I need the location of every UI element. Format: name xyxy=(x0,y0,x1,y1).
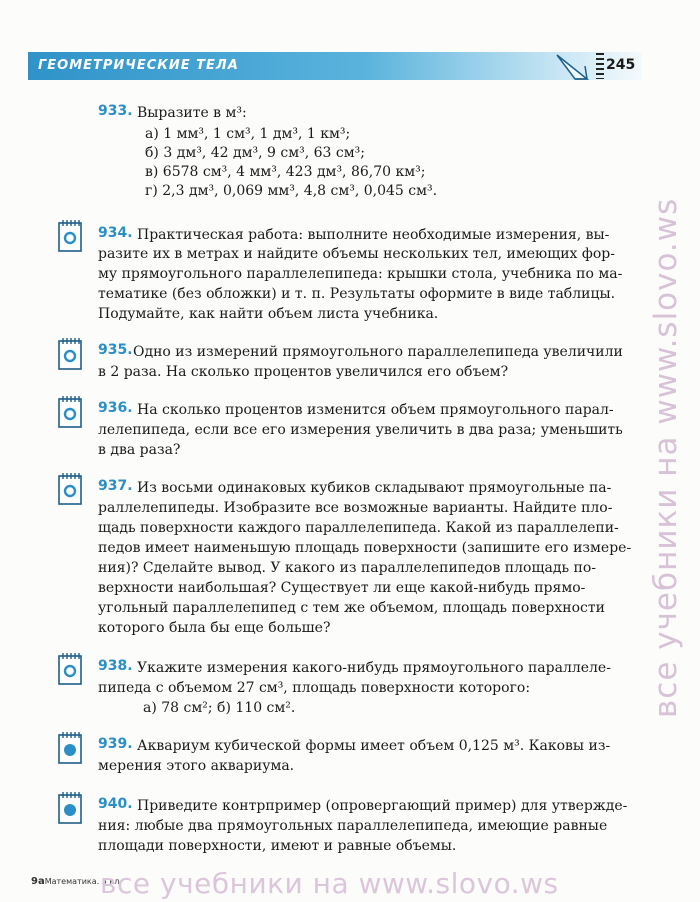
footer-text: Математика. 5 кл. xyxy=(44,877,122,886)
bottom-watermark: все учебники на www.slovo.ws xyxy=(100,867,559,900)
problem-938-line-2: пипеда с объемом 27 см³, площадь поверхности которого: xyxy=(98,680,531,696)
problem-934-line-4: тематике (без обложки) и т. п. Результаты оформите в виде таблицы. xyxy=(98,286,616,302)
page-number-ticks xyxy=(596,53,604,79)
problem-937-line-1: Из восьми одинаковых кубиков складывают прямоугольные па- xyxy=(137,480,612,496)
spiral-notebook-icon xyxy=(56,337,84,371)
spiral-notebook-icon xyxy=(56,219,84,253)
problem-934-line-2: разите их в метрах и найдите объемы нескольких тел, имеющих фор- xyxy=(98,246,615,262)
problem-937-line-6: верхности наибольшая? Существует ли еще какой-нибудь прямо- xyxy=(98,580,586,596)
problem-937-line-8: которого была бы еще больше? xyxy=(98,620,331,636)
problem-934-line-5: Подумайте, как найти объем листа учебника. xyxy=(98,306,439,322)
problem-933-line-4: в) 6578 см³, 4 мм³, 423 дм³, 86,70 км³; xyxy=(145,164,426,180)
problem-938-line-1: Укажите измерения какого-нибудь прямоугольного параллеле- xyxy=(137,660,611,676)
problem-940-line-2: ния: любые два прямоугольных параллелепипеда, имеющие равные xyxy=(98,818,608,834)
problem-940-number: 940. xyxy=(98,796,133,812)
spiral-notebook-icon xyxy=(56,472,84,506)
problem-935-line-1: Одно из измерений прямоугольного параллелепипеда увеличили xyxy=(133,344,623,360)
problem-937-line-5: ния)? Сделайте вывод. У какого из параллелепипедов площадь по- xyxy=(98,560,597,576)
footer-mark: 9а xyxy=(31,876,45,887)
problem-940-line-3: площади поверхности, имеют и равные объемы. xyxy=(98,838,457,854)
problem-933-line-2: а) 1 мм³, 1 см³, 1 дм³, 1 км³; xyxy=(145,126,351,142)
problem-937-number: 937. xyxy=(98,478,133,494)
problem-934-number: 934. xyxy=(98,225,133,241)
side-watermark: все учебники на www.slovo.ws xyxy=(648,197,684,719)
problem-937-line-7: угольный параллелепипед с тем же объемом, площадь поверхности xyxy=(98,600,605,616)
problem-939-line-1: Аквариум кубической формы имеет объем 0,125 м³. Каковы из- xyxy=(137,738,611,754)
spiral-notebook-icon xyxy=(56,395,84,429)
problem-938-number: 938. xyxy=(98,658,133,674)
problem-936-line-3: в два раза? xyxy=(98,442,181,458)
problem-935-line-2: в 2 раза. На сколько процентов увеличился его объем? xyxy=(98,364,509,380)
problem-934-line-1: Практическая работа: выполните необходимые измерения, вы- xyxy=(137,227,610,243)
spiral-notebook-icon xyxy=(56,652,84,686)
spiral-notebook-filled-icon xyxy=(56,791,84,825)
problem-937-line-2: раллелепипеды. Изобразите все возможные варианты. Найдите пло- xyxy=(98,500,613,516)
problem-933-line-1: Выразите в м³: xyxy=(137,105,247,121)
problem-937-line-4: педов имеет наименьшую площадь поверхности (запишите его измере- xyxy=(98,540,632,556)
problem-938-line-3: а) 78 см²; б) 110 см². xyxy=(143,700,296,716)
problem-933-number: 933. xyxy=(98,103,133,119)
problem-937-line-3: щадь поверхности каждого параллелепипеда. Какой из параллелепи- xyxy=(98,520,619,536)
problem-939-line-2: мерения этого аквариума. xyxy=(98,758,295,774)
problem-933-line-3: б) 3 дм³, 42 дм³, 9 см³, 63 см³; xyxy=(145,145,365,161)
problem-940-line-1: Приведите контрпример (опровергающий пример) для утвержде- xyxy=(137,798,628,814)
folded-corner-pointer-icon xyxy=(555,52,591,82)
problem-935-number: 935. xyxy=(98,342,133,358)
problem-936-line-2: лелепипеда, если все его измерения увеличить в два раза; уменьшить xyxy=(98,422,623,438)
problem-936-number: 936. xyxy=(98,400,133,416)
section-title: ГЕОМЕТРИЧЕСКИЕ ТЕЛА xyxy=(38,58,239,73)
problem-936-line-1: На сколько процентов изменится объем прямоугольного парал- xyxy=(137,402,614,418)
page-number: 245 xyxy=(606,57,636,73)
problem-934-line-3: му прямоугольного параллелепипеда: крышки стола, учебника по ма- xyxy=(98,266,623,282)
spiral-notebook-filled-icon xyxy=(56,731,84,765)
problem-939-number: 939. xyxy=(98,736,133,752)
problem-933-line-5: г) 2,3 дм³, 0,069 мм³, 4,8 см³, 0,045 см³. xyxy=(145,183,438,199)
